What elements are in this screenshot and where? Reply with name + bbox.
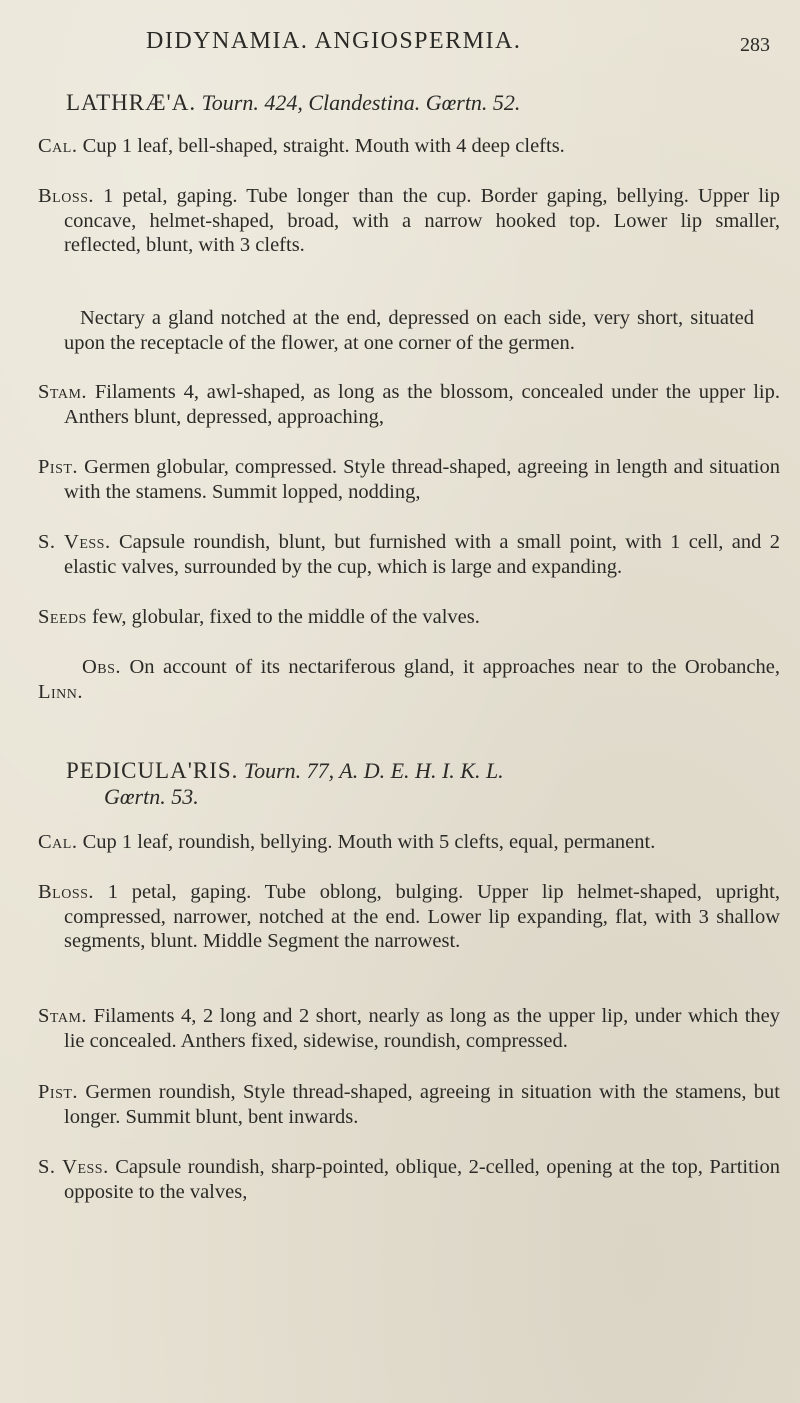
- entry-label: Stam.: [38, 1005, 88, 1027]
- entry-label: Cal.: [38, 831, 78, 853]
- linnaeus-abbrev: Linn.: [38, 680, 84, 703]
- entry-text: 1 petal, gaping. Tube longer than the cup. Border gaping, bellying. Upper lip concave, helmet-shaped, broad, with a narrow hooked top. Lower lip smaller, reflected, blunt, with 3 clefts.: [64, 185, 780, 256]
- entry-text: Nectary a gland notched at the end, depressed on each side, very short, situated upon the receptacle of the flower, at one corner of the germen.: [64, 307, 754, 354]
- entry-label: Obs.: [82, 656, 122, 678]
- entry-label: S. Vess.: [38, 531, 111, 553]
- genus-authority: Tourn. 424, Clandestina. Gœrtn. 52.: [201, 90, 521, 115]
- entry-label: Bloss.: [38, 881, 95, 903]
- genus-authority-continued: [104, 784, 199, 810]
- entry-text: Germen globular, compressed. Style thread-shaped, agreeing in length and situation with the stamens. Summit lopped, nodding,: [64, 456, 780, 503]
- entry-seeds: [38, 605, 780, 630]
- entry-seed-vessel: [38, 1155, 780, 1204]
- running-head-title: DIDYNAMIA. ANGIOSPERMIA.: [146, 28, 522, 54]
- entry-label: Bloss.: [38, 185, 95, 207]
- entry-stamens: [38, 380, 780, 429]
- entry-text: few, globular, fixed to the middle of the valves.: [86, 606, 480, 628]
- genus-heading-lathraea: [66, 90, 520, 116]
- entry-label: S. Vess.: [38, 1156, 109, 1178]
- entry-text: Germen roundish, Style thread-shaped, agreeing in situation with the stamens, but longer. Summit blunt, bent inwards.: [64, 1081, 780, 1128]
- entry-label: Pist.: [38, 456, 79, 478]
- entry-pistil: [38, 455, 780, 504]
- entry-text: Capsule roundish, sharp-pointed, oblique, 2-celled, opening at the top, Partition opposite to the valves,: [64, 1156, 780, 1203]
- entry-label: Seeds: [38, 606, 87, 628]
- entry-text: Capsule roundish, blunt, but furnished with a small point, with 1 cell, and 2 elastic valves, surrounded by the cup, which is large and expanding.: [64, 531, 780, 578]
- entry-seed-vessel: [38, 530, 780, 579]
- entry-nectary: [64, 306, 754, 355]
- entry-text: Filaments 4, awl-shaped, as long as the blossom, concealed under the upper lip. Anthers blunt, depressed, approaching,: [64, 381, 780, 428]
- entry-label: Pist.: [38, 1081, 79, 1103]
- entry-text: 1 petal, gaping. Tube oblong, bulging. Upper lip helmet-shaped, upright, compressed, narrower, notched at the end. Lower lip expanding, flat, with 3 shallow segments, blunt. Middle Segment the narrowest.: [64, 881, 780, 952]
- entry-text: On account of its nectariferous gland, it approaches near to the Orobanche,: [121, 656, 780, 678]
- entry-calyx: [38, 134, 780, 159]
- entry-text: Cup 1 leaf, roundish, bellying. Mouth with 5 clefts, equal, permanent.: [77, 831, 656, 853]
- entry-pistil: [38, 1080, 780, 1129]
- genus-name: LATHRÆ'A.: [66, 90, 197, 115]
- page-number: 283: [740, 34, 770, 56]
- genus-authority-line2: Gœrtn. 53.: [104, 784, 199, 809]
- entry-stamens: [38, 1004, 780, 1053]
- entry-label: Stam.: [38, 381, 88, 403]
- running-head: [0, 22, 800, 62]
- genus-heading-pedicularis: [66, 758, 504, 784]
- entry-blossom: [38, 184, 780, 258]
- genus-authority: Tourn. 77, A. D. E. H. I. K. L.: [243, 758, 504, 783]
- entry-text: Cup 1 leaf, bell-shaped, straight. Mouth with 4 deep clefts.: [77, 135, 565, 157]
- genus-name: PEDICULA'RIS.: [66, 758, 239, 783]
- entry-blossom: [38, 880, 780, 954]
- entry-text: Filaments 4, 2 long and 2 short, nearly as long as the upper lip, under which they lie concealed. Anthers fixed, sidewise, roundish, compressed.: [64, 1005, 780, 1052]
- entry-label: Cal.: [38, 135, 78, 157]
- entry-calyx: [38, 830, 780, 855]
- entry-observation: [38, 655, 780, 704]
